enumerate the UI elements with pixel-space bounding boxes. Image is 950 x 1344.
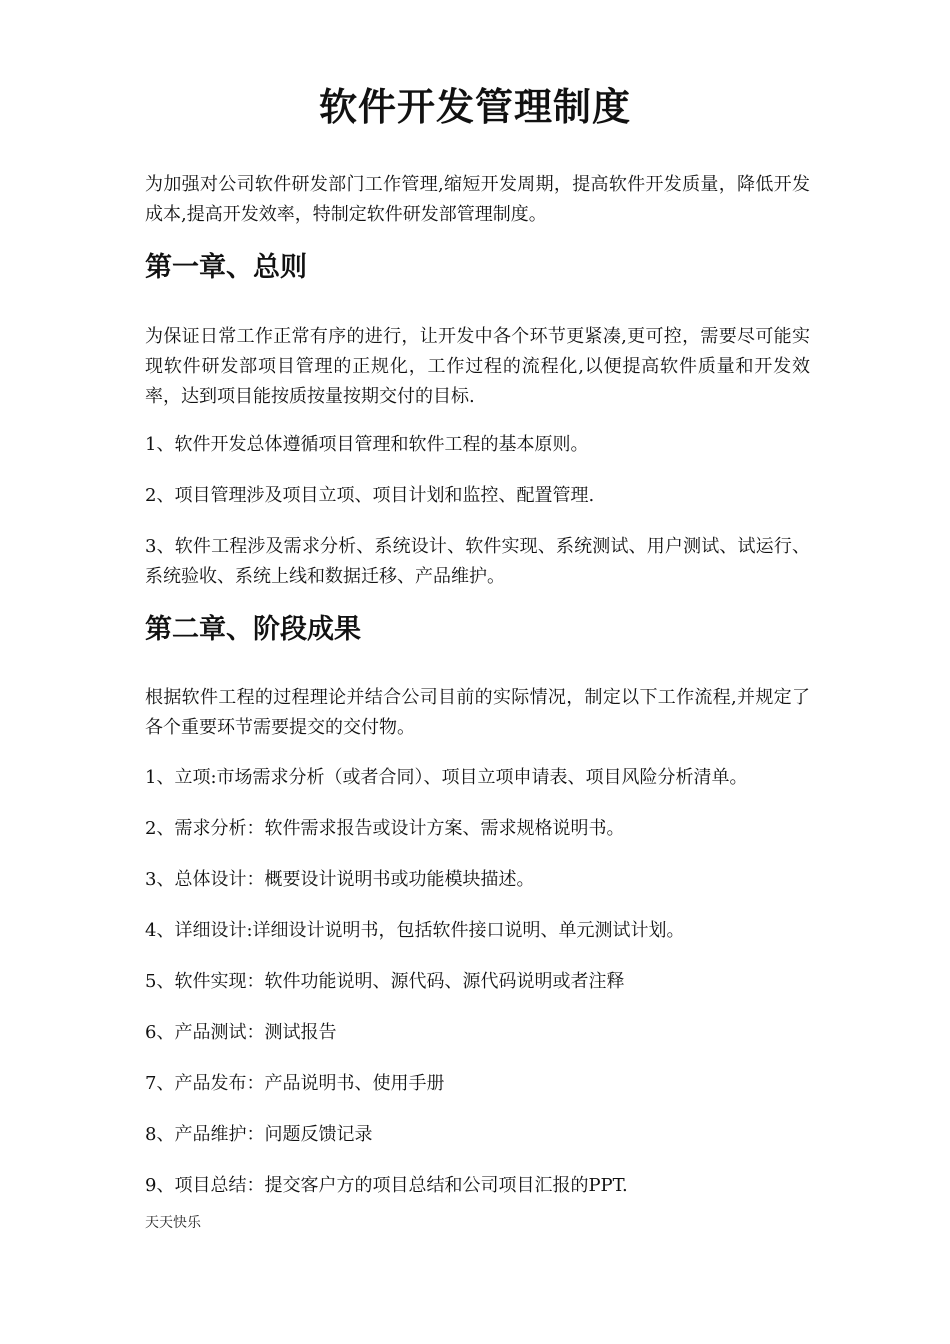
chapter-1-heading: 第一章、总则 (145, 252, 307, 283)
chapter-2-item: 5、软件实现：软件功能说明、源代码、源代码说明或者注释 (145, 971, 625, 992)
chapter-2-intro: 根据软件工程的过程理论并结合公司目前的实际情况，制定以下工作流程,并规定了各个重要环节需要提交的交付物。 (145, 687, 810, 738)
chapter-1-item: 3、软件工程涉及需求分析、系统设计、软件实现、系统测试、用户测试、试运行、系统验收、系统上线和数据迁移、产品维护。 (145, 536, 810, 587)
chapter-2-item: 6、产品测试：测试报告 (145, 1022, 337, 1043)
intro-paragraph: 为加强对公司软件研发部门工作管理,缩短开发周期，提高软件开发质量，降低开发成本,提高开发效率，特制定软件研发部管理制度。 (145, 174, 810, 225)
document-title: 软件开发管理制度 (318, 85, 631, 129)
chapter-2-item: 3、总体设计：概要设计说明书或功能模块描述。 (145, 869, 535, 890)
chapter-1-intro: 为保证日常工作正常有序的进行，让开发中各个环节更紧凑,更可控，需要尽可能实现软件研发部项目管理的正规化，工作过程的流程化,以便提高软件质量和开发效率，达到项目能按质按量按期交付的目标. (145, 326, 810, 407)
chapter-2-item: 9、项目总结：提交客户方的项目总结和公司项目汇报的PPT. (145, 1175, 628, 1196)
chapter-2-item: 2、需求分析：软件需求报告或设计方案、需求规格说明书。 (145, 818, 625, 839)
chapter-2-item: 8、产品维护：问题反馈记录 (145, 1124, 373, 1145)
chapter-1-item: 2、项目管理涉及项目立项、项目计划和监控、配置管理. (145, 485, 595, 506)
chapter-2-heading: 第二章、阶段成果 (145, 614, 361, 645)
chapter-2-item: 7、产品发布：产品说明书、使用手册 (145, 1073, 445, 1094)
chapter-1-item: 1、软件开发总体遵循项目管理和软件工程的基本原则。 (145, 434, 589, 455)
chapter-2-item: 4、详细设计:详细设计说明书，包括软件接口说明、单元测试计划。 (145, 920, 685, 941)
chapter-2-item: 1、立项:市场需求分析（或者合同）、项目立项申请表、项目风险分析清单。 (145, 767, 748, 788)
page-footer: 天天快乐 (145, 1215, 201, 1231)
